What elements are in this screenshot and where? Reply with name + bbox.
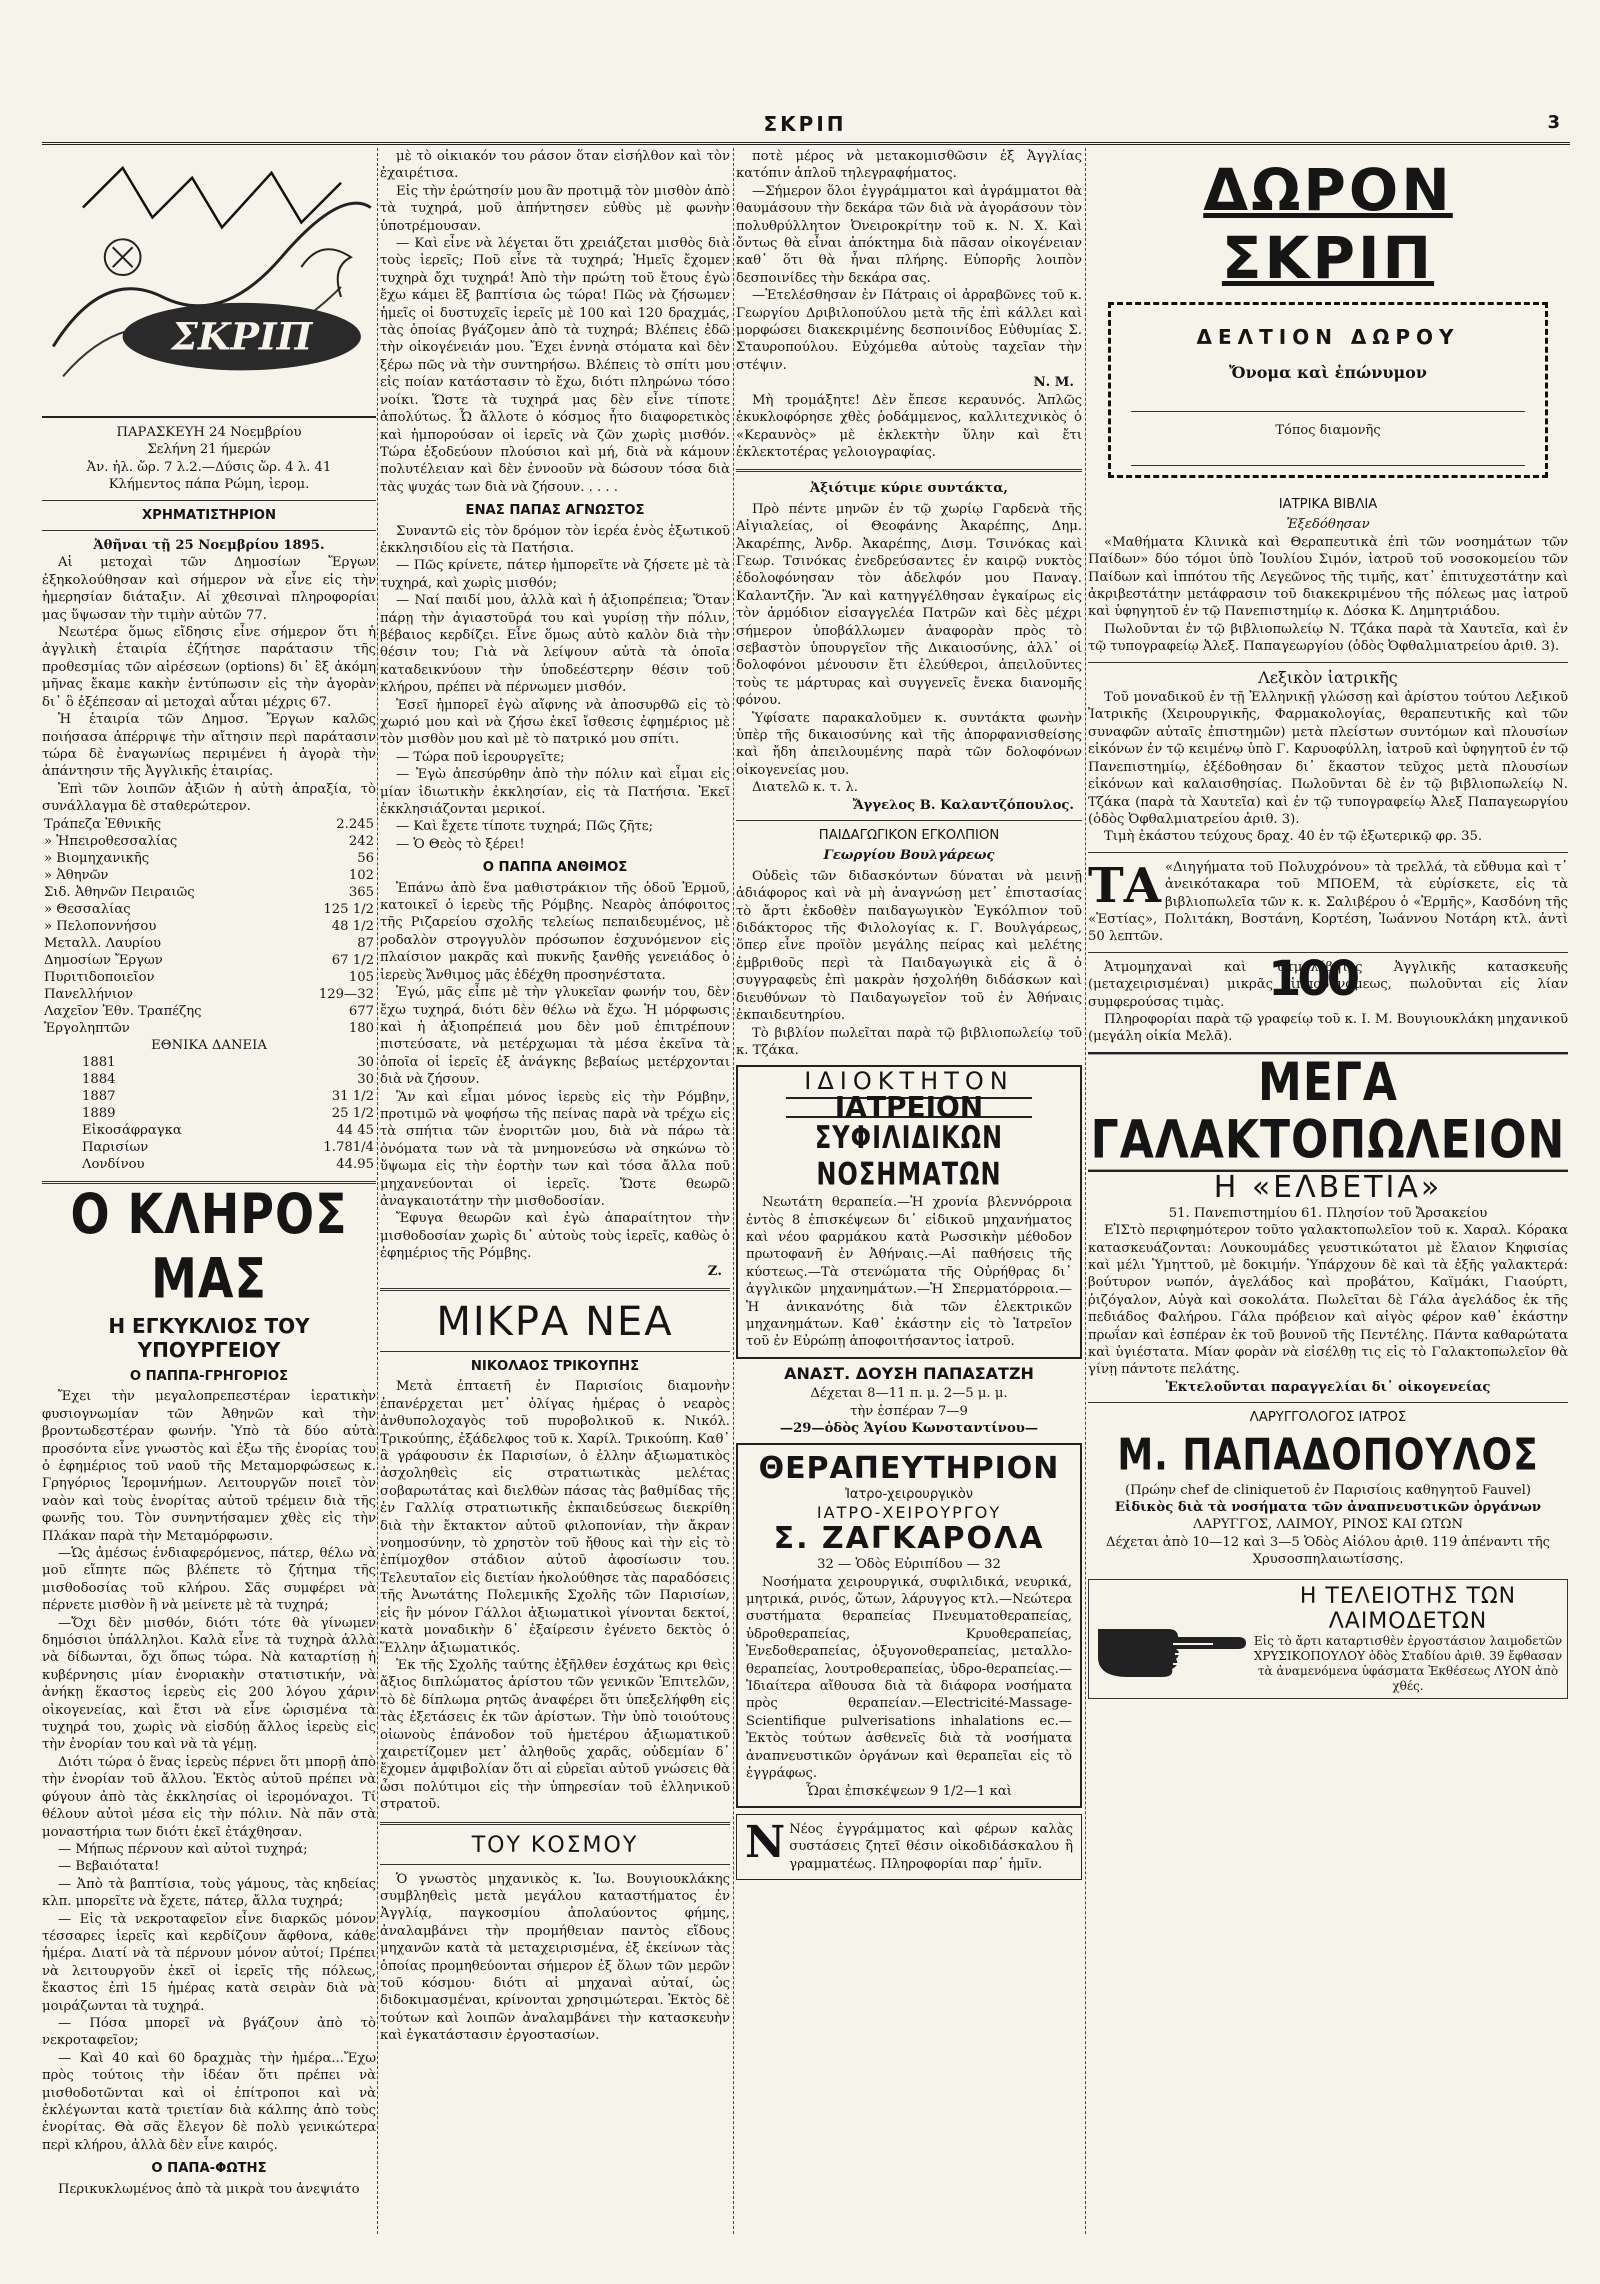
exchange-paragraph: Νεωτέρα ὅμως εἴδησις εἶνε σήμερον ὅτι ἡ ἀγγλικὴ ἑταιρία ἐζήτησε παράτασιν τῆς προθεσμίας τῶν αἱρέσεων (options) δι᾽ ἓξ ἀκόμη μῆνας ἔκαμε κακὴν ἐντύπωσιν εἰς τὴν ἀγορὰν δι᾽ ὃ ἐξέπεσαν αἱ μετοχαὶ αὗται μέχρις 67. bbox=[42, 625, 376, 710]
exchange-title: ΧΡΗΜΑΤΙΣΤΗΡΙΟΝ bbox=[142, 507, 276, 523]
article-paragraph: — Μήπως πέρνουν καὶ αὐτοὶ τυχηρά; bbox=[58, 1841, 308, 1857]
article-paragraph: Ἐκ τῆς Σχολῆς ταύτης ἐξῆλθεν ἐσχάτως κρι θεὶς ἄξιος διπλώματος ἀρίστου τῶν γενικῶν Ἐπιτελῶν, τὸ δὲ δίπλωμα ρητῶς ἀναφέρει ὅτι ὑπεξελήφθη εἰς τὰς ἐξετάσεις ἐκ τῶν ἀρίστων. Τὴν ὑπὸ τοιούτους οἰωνοὺς ἐπάνοδον τοῦ ἡμετέρου ἀξιωματικοῦ χαιρετίζομεν μετ᾽ ἀληθοῦς χαρᾶς, οὐδεμίαν δ᾽ ἔχομεν ἀμφιβολίαν ὅτι αἱ εὐρεῖαι αὐτοῦ γνώσεις θὰ ὦσι πολύτιμοι εἰς τὴν ὑπηρεσίαν τοῦ ἑλληνικοῦ στρατοῦ. bbox=[380, 1657, 730, 1813]
article-paragraph: Τιμὴ ἑκάστου τεύχους δραχ. 40 ἐν τῷ ἐξωτερικῷ φρ. 35. bbox=[1104, 829, 1483, 845]
table-row: Λαχεῖον Ἐθν. Τραπέζης 677 bbox=[44, 1003, 374, 1019]
article-paragraph: Εἰς τὴν ἐρώτησίν μου ἂν προτιμᾷ τὸν μισθὸν ἀπὸ τὰ τυχηρά, μοῦ ἀπήντησεν εὐθὺς μὲ φωνὴν ὑποτρέμουσαν. bbox=[380, 183, 730, 234]
dairy-headline: ΜΕΓΑ ΓΑΛΑΚΤΟΠΩΛΕΙΟΝ bbox=[1088, 1052, 1568, 1172]
table-row: » Πελοποννήσου 48 1/2 bbox=[44, 918, 374, 934]
table-row: 1889 25 1/2 bbox=[82, 1105, 374, 1121]
article-paragraph: Περικυκλωμένος ἀπὸ τὰ μικρὰ του ἀνεψιάτο bbox=[58, 2181, 360, 2197]
office-address: 32 — Ὁδὸς Εὐριπίδου — 32 bbox=[817, 1557, 1001, 1573]
clinic-advertisement bbox=[736, 1443, 1082, 1808]
article-paragraph: Μὴ τρομάξητε! Δὲν ἔπεσε κεραυνός. Ἁπλῶς ἐκυκλοφόρησε χθὲς ῥοδάμμενος, καλλιτεχνικὸς ὁ «Κεραυνὸς» μὲ ἐκλεκτὴν ὕλην καὶ ἔτι ἐκλεκτοτέρας γελοιογραφίας. bbox=[736, 392, 1082, 460]
article-signature: Ν. Μ. bbox=[1033, 375, 1074, 391]
column-1 bbox=[42, 148, 376, 2234]
section-heading: ΛΑΡΥΓΓΟΛΟΓΟΣ ΙΑΤΡΟΣ bbox=[1249, 1410, 1407, 1426]
section-headline: ΜΙΚΡΑ ΝΕΑ bbox=[436, 1299, 674, 1345]
ad-subtitle: Ἰατρο-χειρουργικὸν bbox=[844, 1487, 974, 1503]
saint-line: Κλήμεντος πάπα Ρώμη, ἱερομ. bbox=[108, 477, 310, 493]
masthead-illustration bbox=[42, 148, 376, 418]
column-rule bbox=[377, 148, 378, 2234]
article-paragraph: Συναντῶ εἰς τὸν δρόμον τὸν ἱερέα ἑνὸς ἐξωτικοῦ ἐκκλησιδίου εἰς τὰ Πατήσια. bbox=[380, 523, 730, 556]
article-subheadline: Η ΕΓΚΥΚΛΙΟΣ ΤΟΥ ΥΠΟΥΡΓΕΙΟΥ bbox=[108, 1313, 310, 1362]
ad-title: ΘΕΡΑΠΕΥΤΗΡΙΟΝ bbox=[758, 1451, 1060, 1487]
divider bbox=[1088, 1402, 1568, 1403]
table-row: Εἰκοσάφραγκα 44 45 bbox=[82, 1122, 374, 1138]
section-headline: ΤΟΥ ΚΟΣΜΟΥ bbox=[471, 1832, 639, 1858]
article-paragraph: —Ὄχι δὲν μισθόν, διότι τότε θὰ γίνωμεν δημόσιοι ὑπάλληλοι. Καλὰ εἶνε τὰ τυχηρὰ ἀλλὰ νὰ δίδωνται, ὄχι ὅπως τώρα. Νὰ καταρτίσῃ ἡ κυβέρνησις μίαν ἐνοριακὴν στατιστικήν, νὰ ἀνήκῃ ἕκαστος ἱερεὺς εἰς 200 λόγου χάριν οἰκογενείας, καὶ ἔτσι νὰ εἶνε ὡρισμένα τὰ τυχηρά του, χωρὶς νὰ εἰσδύῃ ἄλλος ἱερεὺς εἰς τὴν ἐνορίαν του καὶ νὰ τὰ γέμῃ. bbox=[42, 1615, 376, 1753]
ad-text: ΛΑΡΥΓΓΟΣ, ΛΑΙΜΟΥ, ΡΙΝΟΣ ΚΑΙ ΩΤΩΝ bbox=[1192, 1517, 1464, 1533]
ad-text: Εἰδικὸς διὰ τὰ νοσήματα τῶν ἀναπνευστικῶν ὀργάνων bbox=[1114, 1500, 1542, 1516]
article-paragraph: Ἐγώ, μᾶς εἶπε μὲ τὴν γλυκεῖαν φωνήν του, δὲν ἔχω τυχηρά, διότι δὲν θέλω νὰ ἔχω. Ἡ μόρφωσις καὶ ἡ ἀξιοπρέπειά μου δὲν μοῦ ἐπιτρέπουν πιστεύσατε, νὰ μετέρχωμαι τὰ μέσα ἐκεῖνα τὰ ὁποῖα οἱ ἱερεῖς ἐξ ἀνάγκης βεβαίως μετέρχονται διὰ νὰ ζήσουν. bbox=[380, 985, 730, 1088]
stories-ad bbox=[1088, 859, 1568, 946]
article-paragraph: — Καὶ 40 καὶ 60 δραχμὰς τὴν ἡμέρα...Ἔχω πρὸς τούτοις τὴν ἰδέαν ὅτι πρέπει νὰ μισθοδοτῶνται καὶ οἱ ἐπίτροποι καὶ νὰ ἐκλέγωνται κατὰ τριετίαν διὰ κάλπης ἀπὸ τοὺς ἐνορίτας. Θὰ σᾶς ἔλεγον δὲ πολὺ γενικώτερα περὶ κλήρου, ἀλλὰ δὲν εἶνε καιρός. bbox=[42, 2050, 376, 2153]
office-hours: Ὧραι ἐπισκέψεων 9 1/2—1 καὶ bbox=[806, 1783, 1012, 1799]
article-paragraph: — Εἰς τὰ νεκροταφεῖον εἶνε διαρκῶς μόνον τέσσαρες ἱερεῖς καὶ κερδίζουν ἄφθονα, κάθε ἡμέρα. Διατί νὰ τὰ πέρνουν μόνον αὐτοί; Πρέπει νὰ λειτουργοῦν ἐκεῖ οἱ ἱερεῖς τῆς πόλεως, ἕκαστος ἐπὶ 15 ἡμέρας κατὰ σειρὰν διὰ νὰ μοιράζωνται τὰ τυχηρά. bbox=[42, 1911, 376, 2014]
dairy-address: 51. Πανεπιστημίου 61. Πλησίον τοῦ Ἄρσακείου bbox=[1168, 1205, 1488, 1221]
table-row: Παρισίων 1.781/4 bbox=[82, 1139, 374, 1155]
section-subheading: Ἐξεδόθησαν bbox=[1286, 517, 1370, 533]
doctor-name: ΑΝΑΣΤ. ΔΟΥΣΗ ΠΑΠΑΣΑΤΖΗ bbox=[784, 1363, 1034, 1383]
article-signature: Ζ. bbox=[707, 1263, 722, 1279]
article-paragraph: Ἂν καὶ εἶμαι μόνος ἱερεὺς εἰς τὴν Ρόμβην, προτιμῶ νὰ ψοφήσω τῆς πείνας παρὰ νὰ τρέχω εἰς τὰ σπήτια τῶν ἐνοριτῶν μου, διὰ νὰ πάρω τὰ ὀνόματα των νὰ τὰ μνημονεύσω νὰ σηκώνω τὸ ὕψωμα εἰς τὴν ἑορτὴν των καὶ τόσα ἄλλα ποῦ μηχανεύονται οἱ ἱερεῖς. Ὥστε θεωρῶ ἀναγκαιοτάτην τὴν μισθοδοσίαν. bbox=[380, 1089, 730, 1209]
table-row: Πανελλήνιον 129—32 bbox=[44, 986, 374, 1002]
office-hours: Δέχεται 8—11 π. μ. 2—5 μ. μ. bbox=[810, 1386, 1008, 1402]
doctor-name: Μ. ΠΑΠΑΔΟΠΟΥΛΟΣ bbox=[1117, 1430, 1539, 1480]
section-heading: Λεξικὸν ἰατρικῆς bbox=[1258, 667, 1398, 687]
article-paragraph: — Πῶς κρίνετε, πάτερ ἡμπορεῖτε νὰ ζήσετε μὲ τὰ τυχηρά, καὶ χωρὶς μισθόν; bbox=[380, 558, 730, 591]
ad-title: ΙΔΙΟΚΤΗΤΟΝ bbox=[804, 1067, 1014, 1096]
dairy-name: Η «ΕΛΒΕΤΙΑ» bbox=[1213, 1169, 1443, 1205]
newspaper-title: ΣΚΡΙΠ bbox=[763, 112, 847, 136]
table-row: » Ἠπειροθεσσαλίας 242 bbox=[44, 833, 374, 849]
clinic-advertisement bbox=[736, 1065, 1082, 1358]
article-paragraph: Ὑφίσατε παρακαλοῦμεν κ. συντάκτα φωνὴν ὑπὲρ τῆς δικαιοσύνης καὶ τῆς ἀπορφανισθείσης καὶ ἤδη ἀπειλουμένης παρὰ τῶν δολοφόνων οἰκογενείας μου. bbox=[736, 710, 1082, 778]
article-paragraph: Ἔφυγα θεωρῶν καὶ ἐγὼ ἀπαραίτητον τὴν μισθοδοσίαν χωρὶς δι᾽ αὐτοὺς τοὺς ἱερεῖς, καθὼς ὁ ἐφημέριος τῆς Ρόμβης. bbox=[380, 1211, 730, 1262]
office-hours: Δέχεται ἀπὸ 10—12 καὶ 3—5 Ὁδὸς Αἰόλου ἀριθ. 119 ἀπέναντι τῆς Χρυσοσπηλαιωτίσσης. bbox=[1105, 1534, 1551, 1568]
section-heading: Ο ΠΑΠΑ-ΦΩΤΗΣ bbox=[151, 2161, 267, 2177]
article-paragraph: — Καὶ εἶνε νὰ λέγεται ὅτι χρειάζεται μισθὸς διὰ τοὺς ἱερεῖς; Ποῦ εἶνε τὰ τυχηρά; Ἡμεῖς ἔχομεν τυχηρὰ ὄχι τυχηρά! Ἀπὸ τὴν πρώτη τοῦ ἔτους ἐγὼ ἔχω κάμει ἓξ βαπτίσια ὡς τώρα! Πῶς νὰ ζήσωμεν ἡμεῖς οἱ δυστυχεῖς ἱερεῖς μὲ 100 καὶ 120 δραχμάς, τὰς ὁποίας βγάζομεν ἀπὸ τὰ τυχηρά; Βλέπεις ἐδῶ τὴν οἰκογένειάν μου. Ἔχει ἐννηὰ στόματα καὶ δὲν ξέρω πῶς νὰ τὴν συντηρήσω. Βλέπεις τὸ σπίτι μου εἰς ποίαν κατάστασιν τὸ ἔχω, διότι πληρώνω τόσο νοίκι. Ὥστε τὰ τυχηρά μας δὲν εἶνε τίποτε ἀπολύτως. Ὦ ἄλλοτε ὁ κόσμος ἦτο διαφορετικὸς καὶ ἡμπορούσαν οἱ ἱερεῖς νὰ ζῶν χωρὶς μισθόν. Τώρα ἐξοδεύουν πλούσιοι καὶ μή, διὰ νὰ κάμουν πολυτέλειαν καὶ δὲν ἐννοοῦν νὰ δώσουν τόσα διὰ τὰς ψυχάς των διὰ νὰ ζήσουν. . . . . bbox=[380, 236, 730, 495]
masthead-logo-text: ΣΚΡΙΠ bbox=[171, 314, 313, 359]
article-paragraph: «Μαθήματα Κλινικὰ καὶ Θεραπευτικὰ ἐπὶ τῶν νοσημάτων τῶν Παίδων» δύο τόμοι ὑπὸ Ἰουλίου Σιμόν, ἰατροῦ τοῦ νοσοκομείου τῶν Παίδων καὶ ἱππότου τῆς Λεγεῶνος τῆς τιμῆς, κατ᾽ ἐπιτυχεστάτην καὶ ἀκριβεστάτην μετάφρασιν τοῦ διακεκριμένου τῆς πόλεως μας ἰατροῦ καὶ ὑφηγητοῦ ἐν τῷ Πανεπιστημίῳ κ. Δόσκα Κ. Δημητριάδου. bbox=[1088, 534, 1568, 620]
ad-text: Νέος ἐγγράμματος καὶ φέρων καλὰς συστάσεις ζητεῖ θέσιν οἰκοδιδάσκαλου ἢ γραμματέως. Πληροφορίαι παρ᾽ ἡμῖν. bbox=[789, 1821, 1073, 1872]
table-row: Ἐργοληπτῶν 180 bbox=[44, 1020, 374, 1036]
coupon-residence-label: Τόπος διαμονῆς bbox=[1275, 423, 1381, 438]
table-row: » Θεσσαλίας 125 1/2 bbox=[44, 901, 374, 917]
divider bbox=[42, 530, 376, 531]
divider bbox=[380, 1864, 730, 1865]
divider bbox=[380, 1288, 730, 1291]
ad-text: Ἐκτελοῦνται παραγγελίαι δι᾽ οἰκογενείας bbox=[1165, 1379, 1491, 1395]
coupon-fill-line bbox=[1131, 465, 1525, 466]
article-paragraph: Τοῦ μοναδικοῦ ἐν τῇ Ἑλληνικῇ γλώσσῃ καὶ ἀρίστου τούτου Λεξικοῦ Ἰατρικῆς (Χειρουργικῆς, Φαρμακολογίας, θεραπευτικῆς καὶ τῶν συναφῶν αὐταῖς ἐπιστημῶν) μετὰ πλείστων συντόμων καὶ πλουσίων εἰκόνων ἐν τῷ κειμένῳ ὑπὸ Γ. Καρυοφύλλη, ἰατροῦ καὶ ὑφηγητοῦ ἐν τῷ Πανεπιστημίῳ, ἐξέδοθησαν δι᾽ ἕκαστον τεῦχος μετὰ πλουσίων εἰκόνων καὶ καλαισθησίας. Πωλοῦνται δὲ ἐν τῷ βιβλιοπωλείῳ Ν. Τζάκα (παρὰ τὰ Χαυτεῖα) καὶ ἐν τῷ τυπογραφείῳ Ἀλεξ Παπαγεωργίου (ὁδὸς Ὀφθαλμιατρείου ἀριθ. 3). bbox=[1088, 690, 1568, 827]
table-row: » Βιομηχανικῆς 56 bbox=[44, 850, 374, 866]
section-heading: ΠΑΙΔΑΓΩΓΙΚΟΝ ΕΓΚΟΛΠΙΟΝ bbox=[818, 828, 1000, 844]
table-row: Τράπεζα Ἐθνικῆς 2.245 bbox=[44, 816, 374, 832]
article-paragraph: Τὸ βιβλίον πωλεῖται παρὰ τῷ βιβλιοπωλείῳ τοῦ κ. Τζάκα. bbox=[736, 1025, 1082, 1058]
article-paragraph: —Ἐτελέσθησαν ἐν Πάτραις οἱ ἀρραβῶνες τοῦ κ. Γεωργίου Δριβιλοπούλου μετὰ τῆς ἐπὶ κάλλει καὶ μορφώσει διακεκριμένης δεσποινίδος Εὐθυμίας Σ. Σταυροπούλου. Εὐχόμεθα αὐτοὺς ταχεῖαν τὴν στέψιν. bbox=[736, 288, 1082, 373]
section-heading: ΙΑΤΡΙΚΑ ΒΙΒΛΙΑ bbox=[1278, 497, 1378, 512]
ad-text: Ἀτμομηχαναὶ καὶ ἀτμολέβητες Ἀγγλικῆς κατασκευῆς (μεταχειρισμέναι) μικρᾶς ἱπποδυνάμεως, πωλοῦνται εἰς λίαν συμφερούσας τιμὰς. bbox=[1088, 959, 1568, 1010]
article-paragraph: ποτὲ μέρος νὰ μετακομισθῶσιν ἐξ Ἀγγλίας κατόπιν ἁπλοῦ τηλεγραφήματος. bbox=[736, 149, 1082, 182]
section-heading: ΕΝΑΣ ΠΑΠΑΣ ΑΓΝΩΣΤΟΣ bbox=[465, 503, 645, 519]
article-paragraph: — Καὶ ἔχετε τίποτε τυχηρά; Πῶς ζῆτε; bbox=[396, 819, 654, 835]
column-2 bbox=[380, 148, 730, 2234]
article-paragraph: — Ἀπὸ τὰ βαπτίσια, τοὺς γάμους, τὰς κηδείας κλπ. μπορεῖτε νὰ ἔχετε, πάτερ, ἄλλα τυχηρά; bbox=[42, 1876, 376, 1910]
drop-cap: Ν bbox=[745, 1816, 786, 1868]
article-paragraph: Διατελῶ κ. τ. λ. bbox=[752, 780, 858, 796]
ad-title: Η ΤΕΛΕΙΟΤΗΣ ΤΩΝ ΛΑΙΜΟΔΕΤΩΝ bbox=[1299, 1583, 1517, 1634]
table-row: 1884 30 bbox=[82, 1071, 374, 1087]
article-paragraph: Πρὸ πέντε μηνῶν ἐν τῷ χωρίῳ Γαρδενὰ τῆς Αἰγιαλείας, οἱ Θεοφάνης Ἀκαρέπης, Δημ. Ἀκαρέπης, Ἀνδρ. Ἀκαρέπης, Δισμ. Τσινόκας καὶ Γεωρ. Τσινόκας ἐνεδρεύσαντες ἐν καιρῷ νυκτὸς ἐδολοφόνησαν τὸν ἀδελφόν μου Παναγ. Καλαντζῆν. Ἂν καὶ κατηγγέλθησαν ἐγκαίρως εἰς τὸν ἀρμόδιον εἰσαγγελέα Πατρῶν καὶ δὲς μέχρι σήμερον ὑποβάλλωμεν ἀναφορὰν πρὸς τὸ σεβαστὸν ὑπουργεῖον τῆς Δικαιοσύνης, ἀλλ᾽ οἱ δολοφόνοι μένουσιν ἔτι ἐλεύθεροι, ἀπειλοῦντες τοὺς τε μάρτυρας καὶ συγγενεῖς ἔνεκα διανομῆς φόνου. bbox=[736, 501, 1082, 709]
article-paragraph: Πωλοῦνται ἐν τῷ βιβλιοπωλείῳ Ν. Τζάκα παρὰ τὰ Χαυτεῖα, καὶ ἐν τῷ τυπογραφείῳ Ἀλεξ. Παπαγεωργίου (ὁδὸς Ὀφθαλμιατρείου ἀριθ. 3). bbox=[1088, 621, 1568, 655]
ad-text: ΕἸΣτὸ περιφημότερον τοῦτο γαλακτοπωλεῖον τοῦ κ. Χαραλ. Κόρακα κατασκευάζονται: Λουκουμάδες γευστικώτατοι μὲ ἔλαιον Κηφισίας καὶ μέλι Ὑμηττοῦ, μὲ δοκιμήν. Ὑπάρχουν δὲ καὶ τὰ ἐξῆς γαλακτερά: βούτυρον νωπόν, ἀγελάδος καὶ προβάτου, Καϊμάκι, Γιαούρτι, ῥιζόγαλον, Αὐγὰ καὶ σοκολάτα. Πωλεῖται δὲ Γάλα ἀγελάδος ἐκ τῆς πεδιάδος Φαλήρου. Γάλα πρόβειον καὶ αἰγὸς φέρον καθ᾽ ἑκάστην πρωΐαν καὶ ἑσπέραν ἐκ τοῦ βουνοῦ τῆς Πεντέλης. Πάντα καθαρώτατα καὶ ὑγιέστατα. Μίαν φορὰν νὰ εἰσέλθῃ τις εἰς τὸ Γαλακτοπωλεῖον θὰ γίνῃ πάντοτε πελάτης. bbox=[1088, 1223, 1568, 1378]
ad-title: ΣΥΦΙΛΙΔΙΚΩΝ ΝΟΣΗΜΑΤΩΝ bbox=[814, 1119, 1004, 1193]
pointing-hand-icon bbox=[1093, 1594, 1253, 1684]
sun-line: Ἀν. ἡλ. ὥρ. 7 λ.2.—Δύσις ὥρ. 4 λ. 41 bbox=[86, 459, 332, 475]
coupon-title: ΔΕΛΤΙΟΝ ΔΩΡΟΥ bbox=[1196, 325, 1460, 349]
ad-text: Εἰς τὸ ἄρτι καταρτισθὲν ἐργοστάσιον λαιμοδετῶν ΧΡΥΣΙΚΟΠΟΥΛΟΥ ὁδὸς Σταδίου ἀριθ. 39 ἔφθασαν τὰ ἀναμενόμενα ὑφάσματα Ἐκθέσεως ΛΥΟΝ ἀπὸ χθές. bbox=[1253, 1633, 1563, 1693]
article-paragraph: — Πόσα μπορεῖ νὰ βγάζουν ἀπὸ τὸ νεκροταφεῖον; bbox=[42, 2015, 376, 2049]
divider bbox=[380, 1351, 730, 1352]
masthead-drawing bbox=[42, 148, 376, 416]
exchange-paragraph: Αἱ μετοχαὶ τῶν Δημοσίων Ἔργων ἐξηκολούθησαν καὶ σήμερον νὰ εἶνε εἰς τὴν ἡμερησίαν διάταξιν. Αἱ χθεσιναὶ πληροφορίαι μας ὕψωσαν τὴν τιμὴν αὐτῶν 77. bbox=[42, 555, 376, 623]
column-rule bbox=[733, 148, 734, 2234]
gift-coupon bbox=[1108, 302, 1548, 478]
classified-ad bbox=[736, 1814, 1082, 1880]
divider bbox=[1088, 662, 1568, 663]
column-3 bbox=[736, 148, 1082, 2234]
loans-title: ΕΘΝΙΚΑ ΔΑΝΕΙΑ bbox=[151, 1037, 267, 1053]
gift-headline: ΔΩΡΟΝ ΣΚΡΙΠ bbox=[1203, 156, 1453, 292]
article-paragraph: Διότι τώρα ὁ ἕνας ἱερεὺς πέρνει ὅτι μπορῇ ἀπὸ τὴν ἐνορίαν τοῦ ἄλλου. Ἐκτὸς αὐτοῦ πρέπει νὰ φύγουν ἀπὸ τὰς ἐκκλησίας οἱ ἱερομόναχοι. Τί θέλουν αὐτοὶ μέσα εἰς τὴν πόλιν. Νὰ πᾶν στὰ μοναστήρια των διότι ἐκεῖ ἐτάχθησαν. bbox=[42, 1754, 376, 1840]
table-row: 1881 30 bbox=[82, 1054, 374, 1070]
ad-subtitle: ΙΑΤΡΟ-ΧΕΙΡΟΥΡΓΟΥ bbox=[816, 1502, 1002, 1522]
exchange-paragraph: Ἐπὶ τῶν λοιπῶν ἀξιῶν ἡ αὐτὴ ἀπραξία, τὸ συνάλλαγμα δὲ σταθερώτερον. bbox=[42, 781, 376, 815]
article-paragraph: Μετὰ ἐπταετῆ ἐν Παρισίοις διαμονὴν ἐπανέρχεται μετ᾽ ὀλίγας ἡμέρας ὁ νεαρὸς ἀνθυπολοχαγὸς τοῦ πυροβολικοῦ κ. Νικόλ. Τρικούπης, ἐξάδελφος τοῦ κ. Χαρίλ. Τρικούπη. Καθ᾽ ἃ γράφουσιν ἐκ Παρισίων, ὁ ἐλλην ἀξιωματικὸς ἀσχοληθεὶς εἰς στρατιωτικὰς μελέτας σοβαρωτάτας καὶ διελθὼν πάσας τὰς βαθμίδας τῆς ἐν Γαλλίᾳ στρατιωτικῆς ἐκπαιδεύσεως διεκρίθη διὰ τὴν ἔκτακτον αὐτοῦ φιλοπονίαν, τὴν ἄκραν νοημοσύνην, τὸ χρηστὸν τοῦ ἤθους καὶ τὴν εἰς τὸ ἐπίμοχθον στάδιον αὐτοῦ ἀφοσίωσιν του. Τελευταῖον εἰς διετίαν ἠκολούθησε τὰς παραδόσεις τῆς Ἀνωτάτης Πολεμικῆς Σχολῆς τῶν Παρισίων, εἰς ἣν μόνον Γάλλοι ἀξιωματικοὶ γίνονται δεκτοί, κατὰ μοναδικὴν δ᾽ ἐξαίρεσιν ἐγένετο δεκτὸς ὁ Ἕλλην ἀξιωματικός. bbox=[380, 1379, 730, 1656]
table-row: Πυριτιδοποιεῖον 105 bbox=[44, 969, 374, 985]
ad-title: ΙΑΤΡΕΙΟΝ bbox=[786, 1097, 1032, 1118]
tie-advertisement bbox=[1088, 1579, 1568, 1699]
article-paragraph: — Βεβαιότατα! bbox=[58, 1859, 160, 1875]
article-paragraph: — Ναί παιδί μου, ἀλλὰ καὶ ἡ ἀξιοπρέπεια; Ὅταν πάρῃ τὴν ἀγιαστοῦρά του καὶ γυρίσῃ τὴν πόλιν, βέβαιος κερδίζει. Εἶνε ὅμως αὐτὸ καλὸν διὰ τὴν θέσιν του; Γιὰ νὰ λείψουν αὐτὰ τὰ ὁποῖα καταδεικνύουν τὴν ὑποδεέστερην θέσιν τοῦ κλήρου, πρέπει νὰ πέρνωμεν μισθόν. bbox=[380, 593, 730, 696]
ad-text: Πληροφορίαι παρὰ τῷ γραφείῳ τοῦ κ. Ι. Μ. Βουγιουκλάκη μηχανικοῦ (μεγάλη οἰκία Μελᾶ). bbox=[1088, 1011, 1568, 1045]
article-paragraph: Ἔχει τὴν μεγαλοπρεπεστέραν ἱερατικὴν φυσιογνωμίαν τῶν Ἀθηνῶν καὶ τὴν βροντωδεστέραν φωνήν. Ὑπὸ τὰ δύο αὐτὰ προσόντα εἶνε γνωστὸς καὶ ἐξω τῆς ἐνορίας του ὁ ἐφημέριος τοῦ ναοῦ τῆς Μεταμορφώσεως κ. Γρηγόριος Ἱερομνήμων. Λειτουργῶν ποιεῖ τὸν ναὸν καὶ τοὺς ἐνορίτας αὐτοῦ τρέμειν διὰ τῆς φωνῆς του. Τὸν συνηντήσαμεν χθὲς εἰς τὴν Πλάκαν παρὰ τὴν Μεταμόρφωσιν. bbox=[42, 1389, 376, 1544]
article-paragraph: Ἐσεῖ ἡμπορεῖ ἐγὼ αἴφνης νὰ ἀποσυρθῶ εἰς τὸ χωριό μου καὶ νὰ ζήσω ἐκεῖ ἴσθεσις ἐφημέριος μὲ τὸν μισθὸν μου καὶ μὲ τὸ πατρικό μου σπίτι. bbox=[380, 697, 730, 748]
drop-cap: ΤΑ bbox=[1088, 858, 1161, 914]
section-heading: Ο ΠΑΠΠΑ-ΓΡΗΓΟΡΙΟΣ bbox=[129, 1368, 289, 1384]
exchange-date: Ἀθῆναι τῇ 25 Νοεμβρίου 1895. bbox=[93, 538, 325, 554]
engine-ad bbox=[1088, 950, 1568, 1046]
ad-text: «Διηγήματα τοῦ Πολυχρόνου» τὰ τρελλά, τὰ εὔθυμα καὶ τ᾽ ἀνεικότακαρα τοῦ ΜΠΟΕΜ, τὰ εὑρίσκετε, εἰς τὰ βιβλιοπωλεῖα τῶν κ. κ. Σαλιβέρου ὁ «Ἑρμῆς», Κασδόνη τῆς «Ἑστίας», Πολιτάκη, Βοστάνη, Κορτέση, Ἰωάννου Νοτάρη κτλ. ἀντὶ 50 λεπτῶν. bbox=[1088, 859, 1568, 945]
article-paragraph: μὲ τὸ οἰκιακόν του ράσον ὅταν εἰσήλθον καὶ τὸν ἐχαιρέτισα. bbox=[380, 149, 730, 182]
page-number: 3 bbox=[1547, 112, 1560, 133]
section-heading: Ο ΠΑΠΠΑ ΑΝΘΙΜΟΣ bbox=[482, 860, 628, 876]
stock-table bbox=[42, 816, 376, 1037]
big-number: 100 bbox=[1268, 950, 1357, 1007]
column-rule bbox=[1085, 148, 1086, 2234]
moon-line: Σελήνη 21 ήμερών bbox=[147, 442, 271, 458]
divider bbox=[736, 820, 1082, 821]
article-headline: Ο ΚΛΗΡΟΣ ΜΑΣ bbox=[70, 1181, 348, 1311]
office-address: —29—ὁδὸς Ἁγίου Κωνσταντίνου— bbox=[779, 1421, 1039, 1436]
article-paragraph: —Ὡς ἀμέσως ἐνδιαφερόμενος, πάτερ, θέλω νὰ μοῦ εἴπητε πῶς βλέπετε τὸ ζήτημα τῆς μισθοδοσίας τοῦ κλήρου. Σᾶς συμφέρει νὰ πέρνετε μισθὸν ἢ νὰ μείνετε μὲ τὰ τυχηρά; bbox=[42, 1546, 376, 1614]
divider bbox=[380, 1822, 730, 1825]
date-line: ΠΑΡΑΣΚΕΥΗ 24 Νοεμβρίου bbox=[116, 425, 302, 440]
exchange-paragraph: Ἡ ἑταιρία τῶν Δημοσ. Ἔργων καλῶς ποιήσασα ἀπέρριψε τὴν αἴτησιν περὶ παράτασιν τώρα δὲ ἐναγωνίως περιμένει ἡ ἀγορὰ τὴν ἀπάντησιν τῆς Ἀγγλικῆς ἑταιρίας. bbox=[42, 712, 376, 780]
article-paragraph: — Ἐγὼ ἀπεσύρθην ἀπὸ τὴν πόλιν καὶ εἶμαι εἰς μίαν ἰδιωτικὴν ἐκκλησίαν, εἰς τὰ Πατήσια. Ἐκεῖ ἐκκλησιάζονται μερικοί. bbox=[380, 767, 730, 818]
ad-text: Νεωτάτη θεραπεία.—Ἡ χρονία βλεννόρροια ἐντὸς 8 ἐπισκέψεων δι᾽ εἰδικοῦ μηχανήματος καὶ νέου φαρμάκου κατὰ Ρωσσικὴν μέθοδον πρωτοφανῆ ἐν Ἀθήναις.—Αἱ παθήσεις τῆς κύστεως.—Τὰ στενώματα τῆς Οὐρήθρας δι᾽ ἀγγλικῶν μηχανημάτων.—Ἡ Σπερματόρροια.—Ἡ ἀνικανότης διὰ τῶν ἐλεκτρικῶν μηχανημάτων. Καθ᾽ ἑκάστην εἰς τὸ Ἰατρεῖον τοῦ ἐν Εὐρώπῃ ἀποφοιτήσαντος ἰατροῦ. bbox=[746, 1195, 1072, 1350]
table-row: » Ἀθηνῶν 102 bbox=[44, 867, 374, 883]
loans-table bbox=[42, 1054, 376, 1173]
article-paragraph: Οὐδεὶς τῶν διδασκόντων δύναται νὰ μεινῇ ἀδιάφορος καὶ νὰ μὴ ἀναγνώσῃ μετ᾽ ἐπιστασίας τὸ ἄρτι ἐκδοθὲν παιδαγωγικὸν Ἐγκόλπιον τοῦ διδάκτορος τῆς Φιλολογίας κ. Γ. Βουλγάρεως, ὅπερ εἶνε προϊὸν μεγάλης πείρας καὶ μελέτης ἐμβριθοῦς περὶ τὰ Παιδαγωγικὰ εἰς ἃ ὁ συγγραφεὺς ἐπὶ μακρὰν ἠσχολήθη διδάσκων καὶ διευθύνων τὸ Παιδαγωγεῖον τοῦ ἐν Ἀθήναις ἐκπαιδευτηρίου. bbox=[736, 868, 1082, 1024]
coupon-name-label: Ὄνομα καὶ ἐπώνυμον bbox=[1229, 363, 1427, 382]
divider bbox=[42, 500, 376, 501]
table-row: Δημοσίων Ἔργων 67 1/2 bbox=[44, 952, 374, 968]
coupon-fill-line bbox=[1131, 411, 1525, 412]
ad-text: (Πρώην chef de cliniqueτοῦ ἐν Παρισίοις καθηγητοῦ Fauvel) bbox=[1124, 1482, 1532, 1498]
table-row: Λονδίνου 44.95 bbox=[82, 1156, 374, 1172]
table-row: Σιδ. Ἀθηνῶν Πειραιῶς 365 bbox=[44, 884, 374, 900]
table-row: Μεταλλ. Λαυρίου 87 bbox=[44, 935, 374, 951]
ad-text: Νοσήματα χειρουργικά, συφιλιδικά, νευρικά, μητρικά, ρινός, ὤτων, λάρυγγος κτλ.—Νεώτερα συστήματα θεραπείας Πνευματοθεραπείας, ὑδροθεραπείας, Κρυοθεραπείας, Ἐνεδοθεραπείας, ὀξυγονοθεραπείας, μεταλλο-θεραπείας, λουτροθεραπείας, ὑδρο-θεραπείας.—Ἰδιαίτερα αἴθουσα διὰ τὰ διάφορα νοσήματα πρὸς θεραπείαν.—Electricité-Massage-Scientifique pulverisations inhalations ec.—Ἐκτὸς τούτων ἀσθενεῖς διὰ τὰ νοσήματα ἀναπνευστικῶν ὀργάνων καὶ θεραπεῖαι εἰς τὸ ἐγγράφως. bbox=[746, 1574, 1072, 1782]
letter-signature: Ἄγγελος Β. Καλαντζόπουλος. bbox=[852, 797, 1074, 813]
article-paragraph: —Σήμερον ὅλοι ἐγγράμματοι καὶ ἀγράμματοι θὰ θαυμάσουν τὴν δεκάρα τῶν διὰ νὰ ἀγοράσουν τὸν πολυθρύλλητον Ὀνειροκρίτην τοῦ κ. Ν. Χ. Καὶ ὄντως θὰ εἶναι ἀπόκτημα διὰ πᾶσαν οἰκογένειαν καθ᾽ ὅτι θὰ ἦναι πλήρης. Εὐπορῆς λοιπὸν δεσποινίδες τὴν δεκάρα σας. bbox=[736, 183, 1082, 286]
column-4 bbox=[1088, 148, 1568, 2234]
article-paragraph: — Ὁ Θεὸς τὸ ξέρει! bbox=[396, 836, 525, 852]
section-subheading: Γεωργίου Βουλγάρεως bbox=[823, 848, 995, 864]
article-paragraph: Ὁ γνωστὸς μηχανικὸς κ. Ἰω. Βουγιουκλάκης συμβληθεὶς μετὰ μεγάλου καταστήματος ἐν Ἀγγλίᾳ, παγκοσμίου ἀπολαύοντος φήμης, ἀναλαμβάνει τὴν προμήθειαν παντὸς εἴδους μηχανῶν κατὰ τὰ μεταχειρισμένα, ἐξ ἐκείνων τὰς ὁποίας προμηθεύονται σήμερον ἐξ ὅλων τῶν μερῶν τοῦ κόσμου· διότι αἱ μηχαναὶ αὐταί, ὡς διδοκιμασμέναι, κρίνονται χρησιμώτεραι. Ἐκτὸς δὲ τούτων καὶ λοιπῶν ἀναλαμβάνει τὴν κατασκευὴν καὶ ἐγκατάστασιν ἐργοστασίων. bbox=[380, 1871, 730, 2044]
doctor-name: Σ. ΖΑΓΚΑΡΟΛΑ bbox=[773, 1521, 1045, 1557]
letter-salutation: Ἀξιότιμε κύριε συντάκτα, bbox=[809, 481, 1009, 497]
office-hours: τὴν ἑσπέραν 7—9 bbox=[850, 1403, 968, 1419]
table-row: 1887 31 1/2 bbox=[82, 1088, 374, 1104]
article-paragraph: — Τώρα ποῦ ἱερουργεῖτε; bbox=[396, 749, 565, 765]
divider bbox=[1088, 852, 1568, 853]
divider bbox=[736, 469, 1082, 472]
header-rule bbox=[42, 142, 1570, 145]
running-header bbox=[40, 112, 1570, 142]
section-heading: ΝΙΚΟΛΑΟΣ ΤΡΙΚΟΥΠΗΣ bbox=[470, 1359, 640, 1374]
article-paragraph: Ἐπάνω ἀπὸ ἕνα μαθιστράκιον τῆς ὁδοῦ Ἑρμοῦ, κατοικεῖ ὁ ἱερεὺς τῆς Ρόμβης. Νεαρὸς ἀπόφοιτος τῆς Ριζαρείου σχολῆς τελείως πεπαιδευμένος, μὲ ροδαλὸν στρογγυλὸν πρόσωπον ἐσχυνόμενον εἰς πλαίσιον μακρᾶς καὶ πυκνῆς ξανθῆς γενειάδος ὁ ἱερεὺς Ἄνθιμος μᾶς ἐδέχθη προσηνέστατα. bbox=[380, 880, 730, 983]
